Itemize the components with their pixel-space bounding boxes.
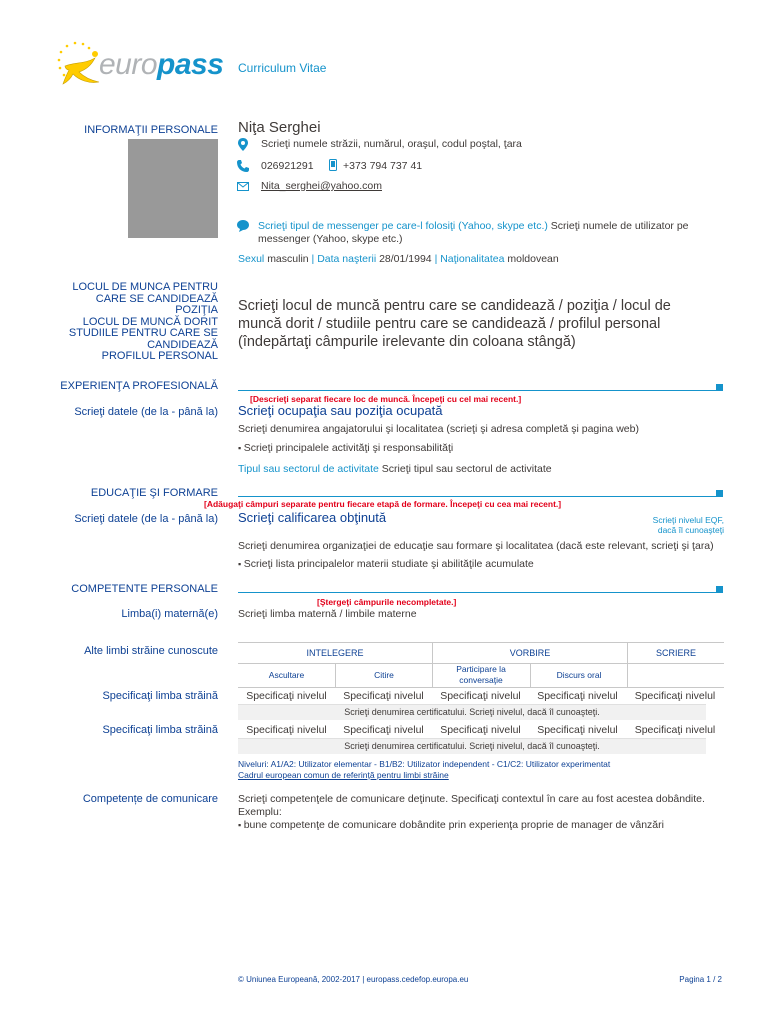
personal-info-label: INFORMAŢII PERSONALE	[84, 124, 218, 136]
lang1-level: Specificaţi nivelul	[537, 690, 618, 702]
target-label-1: LOCUL DE MUNCA PENTRU	[72, 281, 218, 293]
language-1-certificate: Scrieţi denumirea certificatului. Scrieţi nivelul, dacă îl cunoaşteţi.	[344, 707, 600, 717]
eqf-line-1: Scrieţi nivelul EQF,	[652, 515, 724, 525]
education-dates-label: Scrieţi datele (de la - până la)	[74, 513, 218, 525]
skills-rule	[238, 592, 716, 593]
sub-citire: Citire	[374, 670, 394, 680]
communication-label: Competențe de comunicare	[82, 793, 218, 805]
address: Scrieţi numele străzii, numărul, oraşul, codul poştal, ţara	[261, 138, 522, 150]
header-vorbire: VORBIRE	[509, 648, 551, 658]
target-label-6: CANDIDEAZĂ	[147, 338, 218, 351]
sex-label: Sexul	[238, 253, 265, 265]
target-label-2: CARE SE CANDIDEAZĂ	[95, 292, 218, 305]
experience-section-label: EXPERIENŢA PROFESIONALĂ	[60, 380, 218, 392]
target-labels	[40, 282, 218, 363]
eqf-line-2: dacă îl cunoaşteţi	[657, 525, 724, 535]
mobile: +373 794 737 41	[343, 160, 423, 172]
education-rule	[238, 496, 716, 497]
target-text: Scrieţi locul de muncă pentru care se candidează / poziţia / locul de muncă dorit / studiile pentru care se candidează / profilul personal (îndepărtaţi câmpurile irelevante din coloana stângă)	[238, 298, 671, 350]
header-scriere: SCRIERE	[655, 648, 696, 658]
sub-ascultare: Ascultare	[268, 670, 305, 680]
education-section-label: EDUCAŢIE ŞI FORMARE	[90, 487, 218, 499]
messenger-icon	[237, 220, 249, 232]
lang2-level: Specificaţi nivelul	[537, 724, 618, 736]
lang2-level: Specificaţi nivelul	[343, 724, 424, 736]
education-eqf	[620, 515, 724, 535]
birth-value: 28/01/1994	[379, 253, 432, 265]
mother-tongue-label: Limba(i) maternă(e)	[121, 608, 218, 620]
language-1-label: Specificaţi limba străină	[102, 690, 218, 702]
phone: 026921291	[261, 160, 314, 172]
nationality-label: Naţionalitatea	[440, 253, 505, 265]
experience-activities: ▪ Scrieţi principalele activităţi şi responsabilităţi	[238, 442, 453, 454]
language-table-header	[238, 642, 724, 688]
experience-employer: Scrieţi denumirea angajatorului şi localitatea (scrieţi şi adresa completă şi pagina web)	[238, 423, 639, 435]
skills-square	[716, 586, 723, 593]
phone-icon	[237, 160, 249, 172]
mother-tongue-value: Scrieţi limba maternă / limbile materne	[238, 608, 417, 620]
language-2-cert-row	[238, 738, 706, 754]
cefr-link[interactable]: Cadrul european comun de referinţă pentru limbi străine	[238, 770, 449, 780]
email-icon	[237, 182, 249, 191]
sub-participare: Participare la conversaţie	[456, 664, 506, 685]
sector-value: Scrieţi tipul sau sectorul de activitate	[381, 463, 552, 475]
target-label-3: POZIŢIA	[175, 304, 218, 316]
language-1-cert-row	[238, 704, 706, 720]
experience-occupation: Scrieţi ocupaţia sau poziţia ocupată	[238, 403, 443, 418]
person-name: Niţa Serghei	[238, 119, 321, 136]
levels-legend: Niveluri: A1/A2: Utilizator elementar - B1/B2: Utilizator independent - C1/C2: Utilizator experimentat	[238, 759, 611, 769]
skills-section-label: COMPETENTE PERSONALE	[71, 583, 218, 595]
messenger-hint: Scrieţi tipul de messenger pe care-l folosiţi (Yahoo, skype etc.)	[258, 220, 548, 232]
sub-discurs: Discurs oral	[556, 670, 602, 680]
personal-details: Sexul masculin | Data naşterii 28/01/1994 | Naţionalitatea moldovean	[238, 253, 559, 265]
education-square	[716, 490, 723, 497]
experience-dates-label: Scrieţi datele (de la - până la)	[74, 406, 218, 418]
language-2-certificate: Scrieţi denumirea certificatului. Scrieţi nivelul, dacă îl cunoaşteţi.	[344, 741, 600, 751]
skills-note: [Ştergeţi câmpurile necompletate.]	[317, 597, 457, 607]
experience-sector	[238, 463, 552, 475]
header-intelegere: INTELEGERE	[306, 648, 364, 658]
communication-bullet: ▪ bune competenţe de comunicare dobândite prin experienţa proprie de manager de vânzări	[238, 819, 664, 831]
mobile-icon	[329, 159, 337, 171]
footer-copyright: © Uniunea Europeană, 2002-2017 | europass.cedefop.europa.eu	[238, 975, 469, 984]
education-subjects: ▪ Scrieţi lista principalelor materii studiate şi abilităţile acumulate	[238, 558, 534, 570]
footer-page: Pagina 1 / 2	[679, 975, 722, 984]
lang2-level: Specificaţi nivelul	[440, 724, 521, 736]
nationality-value: moldovean	[507, 253, 559, 265]
doc-title: Curriculum Vitae	[238, 61, 327, 75]
messenger	[258, 220, 718, 246]
experience-rule	[238, 390, 716, 391]
lang1-level: Specificaţi nivelul	[440, 690, 521, 702]
europass-logo	[55, 40, 225, 90]
logo-euro: euro	[99, 48, 158, 81]
target-label-5: STUDIILE PENTRU CARE SE	[68, 327, 218, 339]
experience-note: [Descrieţi separat fiecare loc de muncă. Începeţi cu cel mai recent.]	[250, 394, 522, 404]
education-qualification: Scrieţi calificarea obţinută	[238, 510, 387, 525]
logo-pass: pass	[157, 48, 224, 81]
lang1-level: Specificaţi nivelul	[634, 690, 716, 702]
messenger-user: Scrieţi numele de utilizator pe messenger (Yahoo, skype etc.)	[258, 220, 689, 245]
lang1-level: Specificaţi nivelul	[343, 690, 424, 702]
language-2-label: Specificaţi limba străină	[102, 724, 218, 736]
sector-label: Tipul sau sectorul de activitate	[238, 463, 379, 475]
photo-placeholder	[128, 139, 218, 238]
birth-label: Data naşterii	[317, 253, 377, 265]
target-label-7: PROFILUL PERSONAL	[101, 350, 218, 362]
email-link[interactable]: Nita_serghei@yahoo.com	[261, 180, 382, 192]
education-note: [Adăugaţi câmpuri separate pentru fiecare etapă de formare. Începeţi cu cea mai recent.]	[204, 499, 562, 509]
lang2-level: Specificaţi nivelul	[246, 724, 327, 736]
experience-square	[716, 384, 723, 391]
target-label-4: LOCUL DE MUNCĂ DORIT	[82, 315, 218, 328]
other-languages-label: Alte limbi străine cunoscute	[84, 645, 218, 657]
education-organisation: Scrieţi denumirea organizaţiei de educaţie sau formare şi localitatea (dacă este relevant, scrieţi şi ţara)	[238, 540, 714, 552]
sex-value: masculin	[267, 253, 309, 265]
lang1-level: Specificaţi nivelul	[246, 690, 327, 702]
location-icon	[238, 138, 248, 151]
lang2-level: Specificaţi nivelul	[634, 724, 716, 736]
communication-text: Scrieţi competenţele de comunicare deţinute. Specificaţi contextul în care au fost acestea dobândite. Exemplu:	[238, 793, 705, 818]
